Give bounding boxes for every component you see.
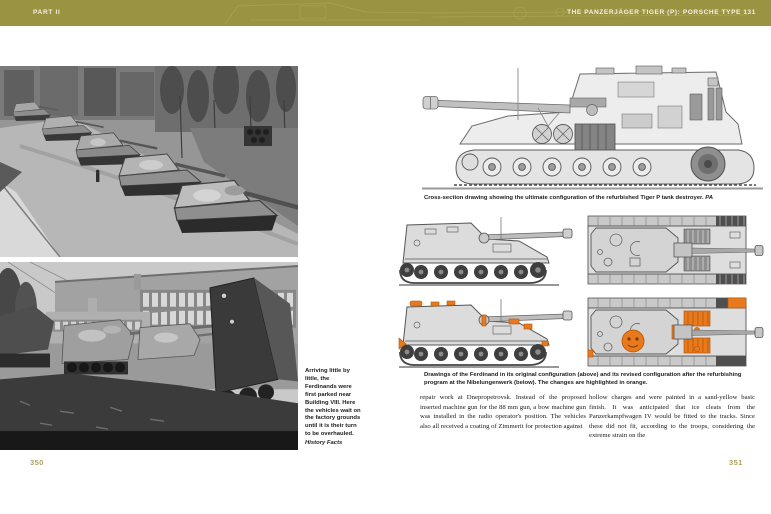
page-number-right: 351 xyxy=(729,458,743,467)
body-text-column-left: repair work at Dnepropetrovsk. Instead of the proposed inserted machine gun for the 88 mm gun, a bow machine gun was installed in the radio operator's position. The vehicles also all received a coating of Zimmerit for protection against xyxy=(420,394,586,430)
photo-ferdinand-column xyxy=(0,66,298,257)
top-view-original-drawing xyxy=(578,212,765,288)
soldier-figure xyxy=(96,170,100,182)
header-bar xyxy=(0,0,771,26)
top-view-revised-drawing xyxy=(578,295,765,369)
chapter-title: THE PANZERJÄGER TIGER (P): PORSCHE TYPE 131 xyxy=(567,9,756,16)
cross-section-caption-credit: PA xyxy=(705,195,714,201)
drawings-caption: Drawings of the Ferdinand in its original configuration (above) and its revised configuration after the refurbishing program at the Nibelungenwerk (below). The changes are highlighted in orange. xyxy=(424,372,742,387)
part-label: PART II xyxy=(33,9,61,16)
side-view-original-drawing xyxy=(397,215,574,287)
cross-section-caption-text: Cross-section drawing showing the ultimate configuration of the refurbished Tiger P tank destroyer. xyxy=(424,195,704,201)
cross-section-caption xyxy=(424,194,756,202)
photo-caption-credit: History Facts xyxy=(305,440,343,447)
page-number-left: 350 xyxy=(30,458,44,467)
photo-caption xyxy=(305,368,362,448)
photo-factory-yard xyxy=(0,262,298,450)
body-text-column-right: hollow charges and were painted in a sand-yellow basic finish. It was anticipated that ice cleats from the Panzerkampfwagen IV would be fitted to the tracks. Since these did not fit, according to the troops, considering the extreme strain on the xyxy=(589,394,755,440)
side-view-revised-drawing xyxy=(397,296,574,369)
photo-caption-text: Arriving little by little, the Ferdinands were first parked near Building VIII. Here the vehicles wait on the factory grounds until it is their turn to be overhauled. xyxy=(305,368,361,438)
cross-section-drawing xyxy=(420,64,765,192)
